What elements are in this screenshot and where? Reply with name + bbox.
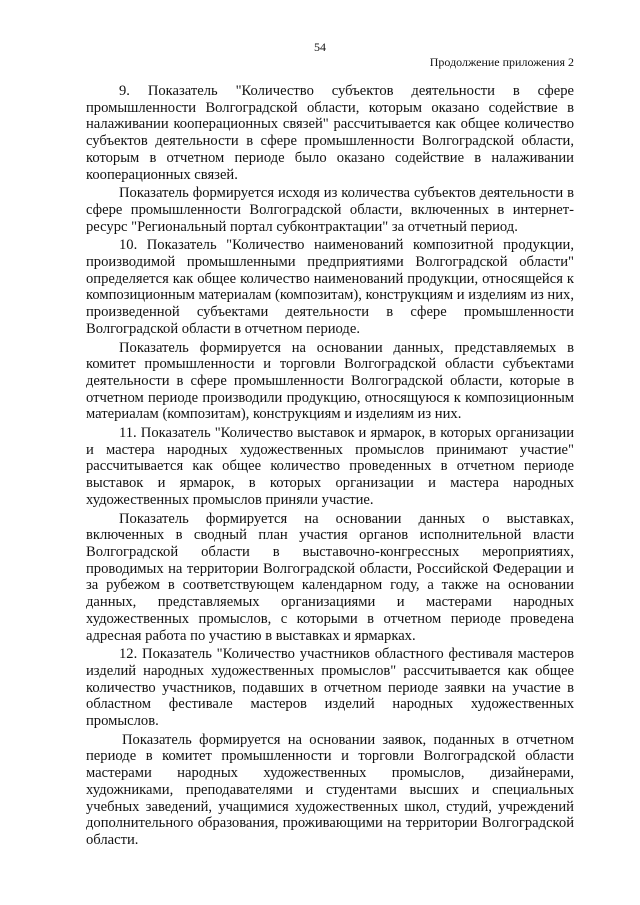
paragraph-indicator-11: 11. Показатель "Количество выставок и ярмарок, в которых организации и мастера народных художественных промыслов принимают участие" рассчитывается как общее количество проведенных в отчетном периоде выставок и ярмарок, в которых организации и мастера народных художественных промыслов приняли участие. <box>86 425 574 508</box>
paragraph-indicator-12: 12. Показатель "Количество участников областного фестиваля мастеров изделий народных художественных промыслов" рассчитывается как общее количество участников, подавших в отчетном периоде заявки на участие в областном фестивале мастеров изделий народных художественных промыслов. <box>86 646 574 730</box>
paragraph-indicator-12-source: Показатель формируется на основании заявок, поданных в отчетном периоде в комитет промышленности и торговли Волгоградской области мастерами народных художественных промыслов, дизайнерами, художниками, преподавателями и студентами высших и специальных учебных заведений, учащимися художественных школ, студий, учреждений дополнительного образования, проживающими на территории Волгоградской области. <box>86 731 574 848</box>
paragraph-indicator-9-source: Показатель формируется исходя из количества субъектов деятельности в сфере промышленности Волгоградской области, включенных в интернет-ресурс "Региональный портал субконтрактации" за отчетный период. <box>86 185 574 235</box>
document-body <box>86 83 574 851</box>
paragraph-indicator-9: 9. Показатель "Количество субъектов деятельности в сфере промышленности Волгоградской области, которым оказано содействие в налаживании кооперационных связей" рассчитывается как общее количество субъектов деятельности в сфере промышленности Волгоградской области, которым в отчетном периоде было оказано содействие в налаживании кооперационных связей. <box>86 83 574 183</box>
paragraph-indicator-10: 10. Показатель "Количество наименований композитной продукции, производимой промышленными предприятиями Волгоградской области" определяется как общее количество наименований продукции, относящейся к композиционным материалам (композитам), конструкциям и изделиям из них, произведенной субъектами деятельности в сфере промышленности Волгоградской области в отчетном периоде. <box>86 237 574 337</box>
page-number: 54 <box>314 40 326 54</box>
paragraph-indicator-11-source: Показатель формируется на основании данных о выставках, включенных в сводный план участия органов исполнительной власти Волгоградской области в выставочно-конгрессных мероприятиях, проводимых на территории Волгоградской области, Российской Федерации и за рубежом в соответствующем календарном году, а также на основании данных, представляемых организациями и мастерами народных художественных промыслов, с которыми в отчетном периоде проведена адресная работа по участию в выставках и ярмарках. <box>86 510 574 644</box>
paragraph-indicator-10-source: Показатель формируется на основании данных, представляемых в комитет промышленности и торговли Волгоградской области субъектами деятельности в сфере промышленности Волгоградской области, которые в отчетном периоде производили продукцию, относящуюся к композиционным материалам (композитам), конструкциям и изделиям из них. <box>86 339 574 423</box>
appendix-continuation-note: Продолжение приложения 2 <box>429 55 574 69</box>
